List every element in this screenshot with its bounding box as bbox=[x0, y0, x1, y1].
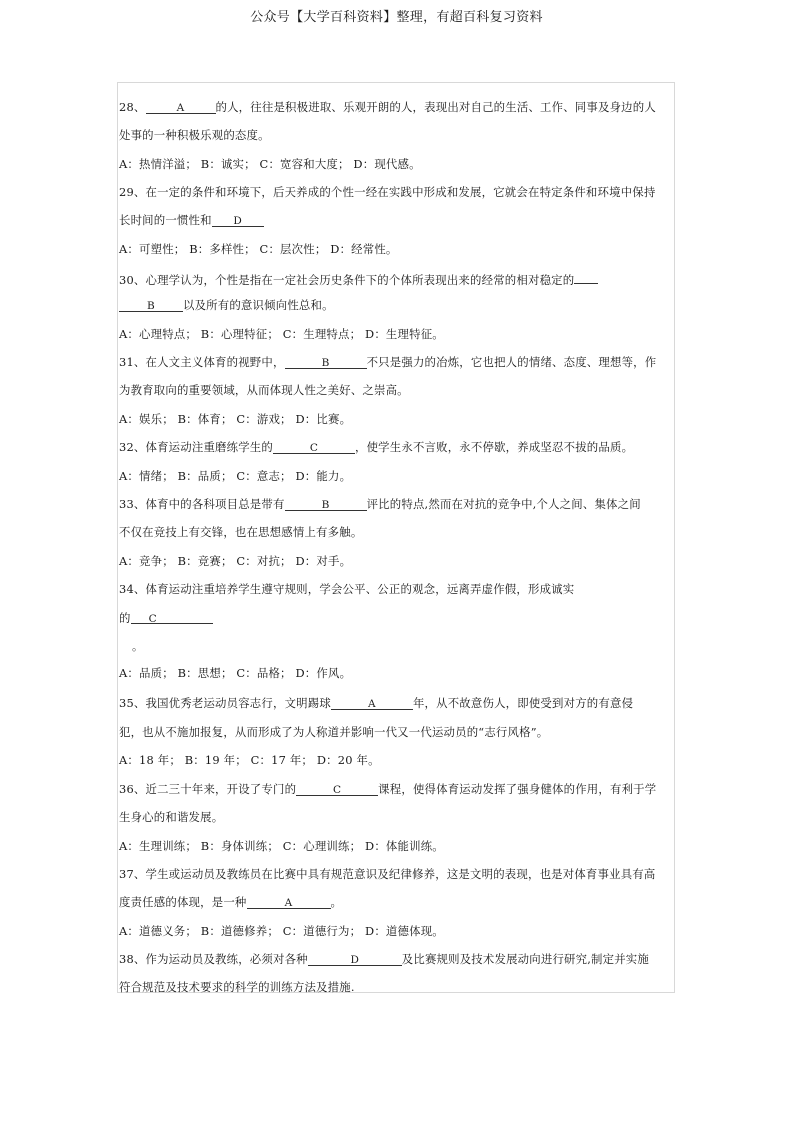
q31-text-1: 31、在人文主义体育的视野中， bbox=[119, 355, 285, 369]
q29-line-1: 29、在一定的条件和环境下，后天养成的个性一经在实践中形成和发展，它就会在特定条件和环境中保持 bbox=[119, 185, 656, 199]
q32-line-1 bbox=[119, 440, 633, 454]
q31-line-1 bbox=[119, 355, 656, 369]
q37-line-1: 37、学生或运动员及教练员在比赛中具有规范意识及纪律修养，这是文明的表现，也是对体育事业具有高 bbox=[119, 867, 656, 881]
q30-text: 30、心理学认为，个性是指在一定社会历史条件下的个体所表现出来的经常的相对稳定的 bbox=[119, 273, 575, 287]
q38-line-1 bbox=[119, 952, 649, 966]
q35-line-1 bbox=[119, 696, 633, 710]
q29-text: 长时间的一惯性和 bbox=[119, 213, 212, 227]
q30-options: A：心理特点； B：心理特征； C：生理特点； D：生理特征。 bbox=[119, 327, 444, 341]
q29-line-2 bbox=[119, 213, 264, 227]
q33-blank bbox=[285, 497, 367, 511]
q31-line-2: 为教育取向的重要领域，从而体现人性之美好、之崇高。 bbox=[119, 383, 409, 397]
q36-text-1: 36、近二三十年来，开设了专门的 bbox=[119, 782, 297, 796]
q34-answer: C bbox=[148, 613, 157, 625]
q34-options: A：品质； B：思想； C：品格； D：作风。 bbox=[119, 666, 352, 680]
q37-blank bbox=[247, 895, 331, 909]
q32-answer: C bbox=[309, 442, 319, 454]
q33-text-1: 33、体育中的各科项目总是带有 bbox=[119, 497, 285, 511]
q30-line-2 bbox=[119, 298, 334, 312]
q30-blank bbox=[119, 298, 183, 312]
q29-blank bbox=[212, 213, 264, 227]
q28-line-1 bbox=[119, 100, 656, 114]
q34-line-2 bbox=[119, 611, 213, 625]
q30-blank-start bbox=[574, 270, 598, 284]
q28-line-2: 处事的一种积极乐观的态度。 bbox=[119, 128, 270, 142]
q34-period: 。 bbox=[132, 640, 143, 653]
q31-answer: B bbox=[321, 357, 330, 369]
q37-period: 。 bbox=[330, 895, 343, 909]
q37-line-2 bbox=[119, 895, 342, 909]
q38-text-1: 38、作为运动员及教练，必须对各种 bbox=[119, 952, 308, 966]
q29-answer: D bbox=[233, 215, 243, 227]
q35-answer: A bbox=[368, 698, 376, 710]
q34-blank bbox=[131, 611, 213, 624]
q32-blank bbox=[273, 440, 355, 454]
q28-number: 28、 bbox=[119, 100, 146, 114]
q33-line-1 bbox=[119, 497, 641, 511]
q28-blank bbox=[146, 100, 216, 114]
q30-text-2: 以及所有的意识倾向性总和。 bbox=[183, 298, 334, 312]
q36-blank bbox=[296, 782, 378, 796]
q35-text-1: 35、我国优秀老运动员容志行，文明踢球 bbox=[119, 696, 331, 710]
q37-answer: A bbox=[284, 897, 293, 909]
q35-line-2: 犯，也从不施加报复，从而形成了为人称道并影响一代又一代运动员的“志行风格”。 bbox=[119, 725, 549, 739]
q31-blank bbox=[285, 355, 367, 369]
q36-line-2: 生身心的和谐发展。 bbox=[119, 810, 224, 824]
q28-options: A：热情洋溢； B：诚实； C：宽容和大度； D：现代感。 bbox=[119, 157, 421, 171]
q38-line-2: 符合规范及技术要求的科学的训练方法及措施. bbox=[119, 980, 355, 994]
q34-text-2: 的 bbox=[119, 611, 131, 625]
q32-text-1: 32、体育运动注重磨练学生的 bbox=[119, 440, 273, 454]
q35-text-2: 年，从不故意伤人，即使受到对方的有意侵 bbox=[412, 696, 634, 710]
q28-text: 的人，往往是积极进取、乐观开朗的人，表现出对自己的生活、工作、同事及身边的人 bbox=[215, 100, 656, 114]
q36-line-1 bbox=[119, 782, 656, 796]
q37-options: A：道德义务； B：道德修养； C：道德行为； D：道德体现。 bbox=[119, 924, 444, 938]
q31-options: A：娱乐； B：体育； C：游戏； D：比赛。 bbox=[119, 412, 352, 426]
q36-options: A：生理训练； B：身体训练； C：心理训练； D：体能训练。 bbox=[119, 839, 444, 853]
q34-line-1: 34、体育运动注重培养学生遵守规则，学会公平、公正的观念，远离弄虚作假，形成诚实 bbox=[119, 582, 575, 596]
q33-options: A：竞争； B：竞赛； C：对抗； D：对手。 bbox=[119, 554, 352, 568]
q31-text-2: 不只是强力的冶炼，它也把人的情绪、态度、理想等，作 bbox=[366, 355, 657, 369]
q32-options: A：情绪； B：品质； C：意志； D：能力。 bbox=[119, 469, 352, 483]
q32-text-2: ，使学生永不言败，永不停歇，养成坚忍不拔的品质。 bbox=[354, 440, 634, 454]
q38-blank bbox=[308, 952, 402, 966]
q30-answer: B bbox=[147, 300, 155, 312]
q30-line-1 bbox=[119, 270, 598, 287]
q35-blank bbox=[331, 696, 413, 710]
q37-text-2: 度责任感的体现，是一种 bbox=[119, 895, 247, 909]
q33-text-2: 评比的特点,然而在对抗的竞争中,个人之间、集体之间 bbox=[366, 497, 641, 511]
q38-text-2: 及比赛规则及技术发展动向进行研究,制定并实施 bbox=[401, 952, 649, 966]
q28-answer: A bbox=[176, 102, 185, 114]
page-header: 公众号【大学百科资料】整理，有超百科复习资料 bbox=[250, 10, 543, 25]
q33-line-2: 不仅在竞技上有交锋，也在思想感情上有多触。 bbox=[119, 525, 363, 539]
q36-answer: C bbox=[333, 784, 342, 796]
q36-text-2: 课程，使得体育运动发挥了强身健体的作用，有利于学 bbox=[378, 782, 657, 796]
q38-answer: D bbox=[350, 954, 360, 966]
q33-answer: B bbox=[321, 499, 330, 511]
q29-options: A：可塑性； B：多样性； C：层次性； D：经常性。 bbox=[119, 242, 398, 256]
q35-options: A：18 年； B：19 年； C：17 年； D：20 年。 bbox=[119, 753, 380, 767]
